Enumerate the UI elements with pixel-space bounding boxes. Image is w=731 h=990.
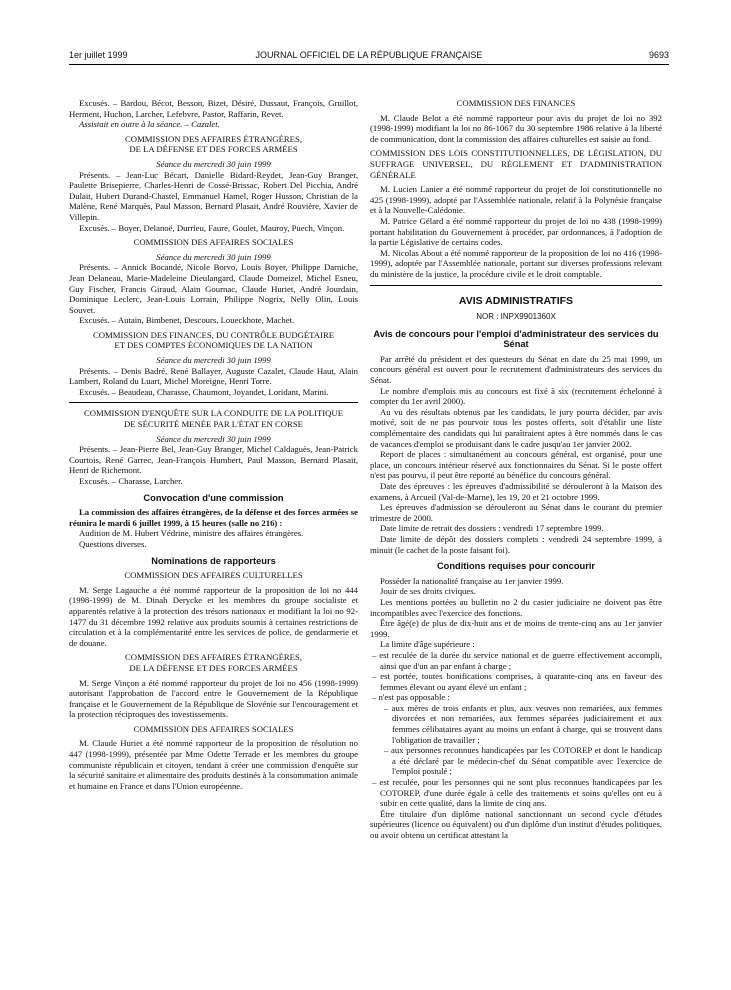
presents-paragraph: Présents. – Jean-Luc Bécart, Danielle Bidard-Reydet, Jean-Guy Branger, Paulette Brisepierre, Charles-Henri de Cossé-Brissac, Robert Del Picchia, André Dulait, Hubert Durand-Chastel, Emmanuel Hamel, Roger Husson, Christian de la Malène, René Marquès, Paul Masson, Bernard Plasait, André Rouvière, Xavier de Villepin. [69, 169, 358, 222]
concours-paragraph: Le nombre d'emplois mis au concours est fixé à six (recrutement échelonné à compter du 1er avril 2000). [370, 385, 662, 407]
section-title: DE LA DÉFENSE ET DES FORCES ARMÉES [129, 662, 298, 673]
condition-paragraph: Être âgé(e) de plus de dix-huit ans et de moins de trente-cinq ans au 1er janvier 1999. [370, 618, 662, 639]
concours-heading: Avis de concours pour l'emploi d'administrateur des services du Sénat [373, 328, 659, 350]
section-title: COMMISSION DES FINANCES, DU CONTRÔLE BUDGÉTAIRE [92, 329, 335, 340]
section-title: COMMISSION DES AFFAIRES ÉTRANGÈRES, [125, 652, 302, 663]
section-title: COMMISSION DES AFFAIRES SOCIALES [133, 723, 294, 734]
section-title: COMMISSION DES AFFAIRES CULTURELLES [124, 570, 303, 581]
audition-paragraph: Audition de M. Hubert Védrine, ministre des affaires étrangères. [79, 528, 304, 539]
seance-date: Séance du mercredi 30 juin 1999 [156, 433, 271, 444]
header-rule [69, 64, 669, 65]
concours-paragraph: Date limite de dépôt des dossiers complets : vendredi 24 septembre 1999, à minuit (le cachet de la poste faisant foi). [370, 533, 662, 555]
section-title: COMMISSION DES AFFAIRES SOCIALES [133, 237, 294, 248]
section-title: DE SÉCURITÉ MENÉE PAR L'ÉTAT EN CORSE [124, 419, 303, 430]
seance-date: Séance du mercredi 30 juin 1999 [156, 251, 271, 262]
section-title: COMMISSION DES LOIS CONSTITUTIONNELLES, DE LÉGISLATION, DU SUFFRAGE UNIVERSEL, DU RÈGLEMENT ET D'ADMINISTRATION GÉNÉRALE [370, 148, 662, 180]
presents-paragraph: Présents. – Annick Bocandé, Nicole Borvo, Louis Boyer, Philippe Darniche, Jean Delaneau, Marie-Madeleine Dieulangard, Claude Domeizel, Michel Esneu, Guy Fischer, Francis Giraud, Alain Gournac, Claude Huriet, André Jourdain, Dominique Leclerc, Jean-Louis Lorrain, Philippe Nogrix, Nelly Olin, Louis Souvet. [69, 262, 358, 315]
nomination-paragraph: M. Lucien Lanier a été nommé rapporteur du projet de loi constitutionnelle no 425 (1998-1999), adopté par l'Assemblée nationale, relatif à la Polynésie française et à la Nouvelle-Calédonie. [370, 184, 662, 216]
separator-rule [69, 402, 358, 403]
concours-paragraph: Report de places : simultanément au concours général, est organisé, pour une place, un concours intérieur réservé aux fonctionnaires du Sénat. Si le poste offert n'est pas pourvu, il peut être reporté au bénéfice du concours général. [370, 449, 662, 481]
nomination-paragraph: M. Nicolas About a été nommé rapporteur de la proposition de loi no 416 (1998-1999), adoptée par l'Assemblée nationale, portant sur diverses professions relevant du ministère de la justice, la procédure civile et le droit comptable. [370, 247, 662, 279]
condition-list-item: – est reculée de la durée du service national et de guerre effectivement accompli, ainsi que d'un an par enfant à charge ; [372, 649, 662, 671]
conditions-heading: Conditions requises pour concourir [436, 561, 596, 572]
section-title: COMMISSION D'ENQUÊTE SUR LA CONDUITE DE LA POLITIQUE [83, 408, 344, 419]
convocation-heading: Convocation d'une commission [143, 492, 284, 503]
avis-heading: AVIS ADMINISTRATIFS [458, 294, 574, 307]
condition-list-item: – n'est pas opposable : [372, 692, 450, 703]
section-title: ET DES COMPTES ÉCONOMIQUES DE LA NATION [114, 340, 313, 351]
condition-sublist-item: – aux personnes reconnues handicapées par les COTOREP et dont le handicap a été déclaré par le médecin-chef du Sénat compatible avec l'exercice de l'emploi postulé ; [384, 745, 662, 777]
concours-paragraph: Date limite de retrait des dossiers : vendredi 17 septembre 1999. [380, 523, 604, 534]
section-title: COMMISSION DES FINANCES [456, 98, 576, 108]
excuses-paragraph: Excusés. – Bardou, Bécot, Besson, Bizet, Désiré, Dussaut, François, Gruillot, Herment, Huchon, Larcher, Lefebvre, Pastor, Raffarin, Revet. [69, 98, 358, 119]
nomination-paragraph: M. Serge Lagauche a été nommé rapporteur de la proposition de loi no 444 (1998-1999) de M. Dinah Derycke et les membres du groupe socialiste et apparentés relative à la protection des trésors nationaux et modifiant la loi no 92-1477 du 31 décembre 1992 relative aux produits soumis à certaines restrictions de circulation et à la complémentarité entre les services de police, de gendarmerie et de douane. [69, 584, 358, 648]
separator-rule [370, 285, 662, 286]
condition-paragraph: Les mentions portées au bulletin no 2 du casier judiciaire ne doivent pas être incompatibles avec l'exercice des fonctions. [370, 596, 662, 618]
condition-list-item: – est reculée, pour les personnes qui ne sont plus reconnues handicapées par les COTOREP, d'une durée égale à celle des traitements et soins qu'elles ont eu à subir en cette qualité, dans la limite de cinq ans. [372, 777, 662, 809]
convocation-paragraph: La commission des affaires étrangères, de la défense et des forces armées se réunira le mardi 6 juillet 1999, à 15 heures (salle no 216) : [69, 507, 358, 528]
section-title: DE LA DÉFENSE ET DES FORCES ARMÉES [129, 144, 298, 155]
excuses-paragraph: Excusés. – Autain, Bimbenet, Descours, Loueckhote, Machet. [79, 315, 295, 326]
header-journal-title: JOURNAL OFFICIEL DE LA RÉPUBLIQUE FRANÇAISE [255, 50, 483, 60]
nomination-paragraph: M. Claude Huriet a été nommé rapporteur de la proposition de résolution no 447 (1998-1999), présentée par Mme Odette Terrade et les membres du groupe communiste républicain et citoyen, tendant à créer une commission d'enquête sur la sécurité sanitaire et alimentaire des produits destinés à la consommation animale et humaine en France et dans l'Union européenne. [69, 738, 358, 791]
nor-reference: NOR : INPX9901360X [476, 312, 556, 322]
header-date: 1er juillet 1999 [69, 50, 128, 60]
left-column [69, 98, 358, 791]
seance-date: Séance du mercredi 30 juin 1999 [156, 158, 271, 169]
condition-paragraph: La limite d'âge supérieure : [380, 639, 475, 650]
presents-paragraph: Présents. – Denis Badré, René Ballayer, Auguste Cazalet, Claude Haut, Alain Lambert, Roland du Luart, Michel Moreigne, Henri Torre. [69, 365, 358, 387]
assistait-paragraph: Assistait en outre à la séance. – Cazalet. [79, 119, 220, 130]
concours-paragraph: Date des épreuves : les épreuves d'admissibilité se dérouleront à la Maison des examens, à Arcueil (Val-de-Marne), les 19, 20 et 21 octobre 1999. [370, 481, 662, 502]
excuses-paragraph: Excusés. – Beaudeau, Charasse, Chaumont, Joyandet, Loridant, Marini. [79, 386, 329, 397]
concours-paragraph: Au vu des résultats obtenus par les candidats, le jury pourra décider, par avis motivé, soit de ne pas pourvoir tous les postes offerts, soit d'établir une liste complémentaire des candidats qui lui paraîtraient aptes à être nommés dans le cas de vacances d'emploi se produisant dans le cadre jusqu'au 1er janvier 2002. [370, 406, 662, 449]
seance-date: Séance du mercredi 30 juin 1999 [156, 355, 271, 366]
condition-paragraph: Jouir de ses droits civiques. [380, 586, 476, 597]
nomination-paragraph: M. Patrice Gélard a été nommé rapporteur du projet de loi no 438 (1998-1999) portant habilitation du Gouvernement à procéder, par ordonnances, à l'adoption de la partie Législative de certains codes. [370, 215, 662, 248]
questions-paragraph: Questions diverses. [79, 538, 147, 549]
header-page-number: 9693 [648, 50, 669, 60]
condition-paragraph: Posséder la nationalité française au 1er janvier 1999. [380, 575, 564, 586]
right-column [370, 98, 662, 841]
condition-paragraph: Être titulaire d'un diplôme national sanctionnant un second cycle d'études supérieures (licence ou équivalent) ou d'un diplôme d'un institut d'études politiques, ou avoir obtenu un certificat attestant la [370, 808, 662, 840]
excuses-paragraph: Excusés. – Boyer, Delanoë, Durrieu, Faure, Goulet, Mauroy, Puech, Vinçon. [79, 222, 345, 233]
section-title: COMMISSION DES AFFAIRES ÉTRANGÈRES, [125, 133, 302, 144]
nominations-heading: Nominations de rapporteurs [151, 555, 276, 566]
condition-sublist-item: – aux mères de trois enfants et plus, aux veuves non remariées, aux femmes divorcées et non remariées, aux femmes séparées judiciairement et aux femmes célibataires ayant au moins un enfant à charge, qui se trouvent dans l'obligation de travailler ; [384, 702, 662, 745]
nomination-paragraph: M. Claude Belot a été nommé rapporteur pour avis du projet de loi no 392 (1998-1999) modifiant la loi no 86-1067 du 30 septembre 1986 relative à la liberté de communication, dont la commission des affaires culturelles est saisie au fond. [370, 112, 662, 144]
nomination-paragraph: M. Serge Vinçon a été nommé rapporteur du projet de loi no 456 (1998-1999) autorisant l'approbation de l'accord entre le Gouvernement de la République française et le Gouvernement de la République de Slovénie sur l'encouragement et la protection réciproques des investissements. [69, 677, 358, 720]
presents-paragraph: Présents. – Jean-Pierre Bel, Jean-Guy Branger, Michel Caldaguès, Jean-Patrick Courtois, René Garrec, Jean-François Humbert, Paul Masson, Bernard Plasait, Henri de Richemont. [69, 444, 358, 476]
condition-list-item: – est portée, toutes bonifications comprises, à quarante-cinq ans en faveur des femmes élevant ou ayant élevé un enfant ; [372, 671, 662, 692]
concours-paragraph: Par arrêté du président et des questeurs du Sénat en date du 25 mai 1999, un concours général est ouvert pour le recrutement d'administrateurs des services du Sénat. [370, 353, 662, 386]
concours-paragraph: Les épreuves d'admission se dérouleront au Sénat dans le courant du premier trimestre de 2000. [370, 502, 662, 523]
excuses-paragraph: Excusés. – Charasse, Larcher. [79, 476, 183, 486]
